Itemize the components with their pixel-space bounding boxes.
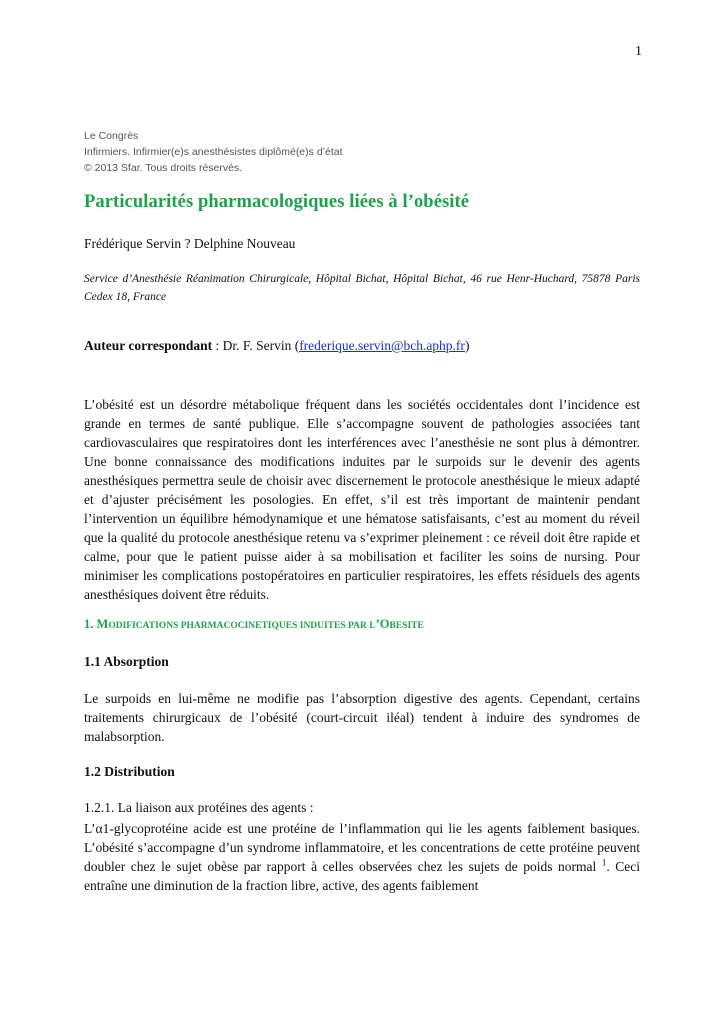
corresponding-close: ): [464, 338, 470, 353]
glycoprotein-text: L’α1-glycoprotéine acide est une protéine de l’inflammation qui lie les agents faiblement basiques. L’obésité s’accompagne d’un syndrome inflammatoire, et les concentrations de cette protéine peuvent doubler chez le sujet obèse par rapport à celles observées chez les sujets de poids normal: [84, 821, 640, 874]
article-title: Particularités pharmacologiques liées à l’obésité: [84, 192, 470, 212]
section-heading-part: ODIFICATIONS: [108, 621, 181, 631]
affiliation: Service d’Anesthésie Réanimation Chirurgicale, Hôpital Bichat, Hôpital Bichat, 46 rue Henr-Huchard, 75878 Paris Cedex 18, France: [84, 273, 640, 303]
page-number: 1: [635, 44, 642, 59]
corresponding-name: : Dr. F. Servin (: [212, 338, 300, 353]
header-line: Le Congrès: [84, 130, 139, 142]
section-heading-part: PHARMACOCINETIQUES INDUITES PAR L: [180, 621, 376, 631]
section-heading-part: 1. M: [84, 617, 109, 631]
glycoprotein-paragraph: [84, 819, 640, 895]
section-heading-part: ’O: [375, 617, 390, 631]
header-line: Infirmiers. Infirmier(e)s anesthésistes diplômé(e)s d’état: [84, 146, 343, 158]
authors: Frédérique Servin ? Delphine Nouveau: [84, 236, 296, 251]
corresponding-label: Auteur correspondant: [84, 338, 213, 353]
corresponding-email-link[interactable]: frederique.servin@bch.aphp.fr: [299, 338, 465, 353]
section-heading: [84, 617, 424, 632]
subsection-protein-binding: 1.2.1. La liaison aux protéines des agents :: [84, 800, 314, 815]
header-line: © 2013 Sfar. Tous droits réservés.: [84, 162, 243, 174]
intro-paragraph: L’obésité est un désordre métabolique fréquent dans les sociétés occidentales dont l’incidence est grande en termes de santé publique. Elle s’accompagne souvent de pathologies associées tant cardiovasculaires que respiratoires dont les interférences avec l’anesthésie ne sont plus à démontrer. Une bonne connaissance des modifications induites par le surpoids sur le devenir des agents anesthésiques permettra seule de choisir avec discernement le protocole anesthésique le mieux adapté et d’ajuster précisément les posologies. En effet, s’il est très important de maintenir pendant l’intervention un équilibre hémodynamique et une hématose satisfaisants, c’est au moment du réveil que la qualité du protocole anesthésique retenu va s’exprimer pleinement : ce réveil doit être rapide et calme, pour que le patient puisse aider à sa mobilisation et faciliter les soins de nursing. Pour minimiser les complications postopératoires en particulier respiratoires, les effets résiduels des agents anesthésiques doivent être réduits.: [84, 397, 640, 602]
reference-superscript: 1: [601, 857, 607, 868]
section-heading-part: BESITE: [389, 621, 424, 631]
congress-header: [84, 128, 343, 176]
subheading-absorption: 1.1 Absorption: [84, 654, 169, 669]
corresponding-author: [84, 338, 469, 354]
subheading-distribution: 1.2 Distribution: [84, 764, 175, 779]
absorption-paragraph: Le surpoids en lui-même ne modifie pas l’absorption digestive des agents. Cependant, certains traitements chirurgicaux de l’obésité (court-circuit iléal) tendent à induire des syndromes de malabsorption.: [84, 691, 640, 744]
glycoprotein-text-cont: . Ceci entraîne une diminution de la fraction libre, active, des agents faiblement: [84, 859, 640, 893]
